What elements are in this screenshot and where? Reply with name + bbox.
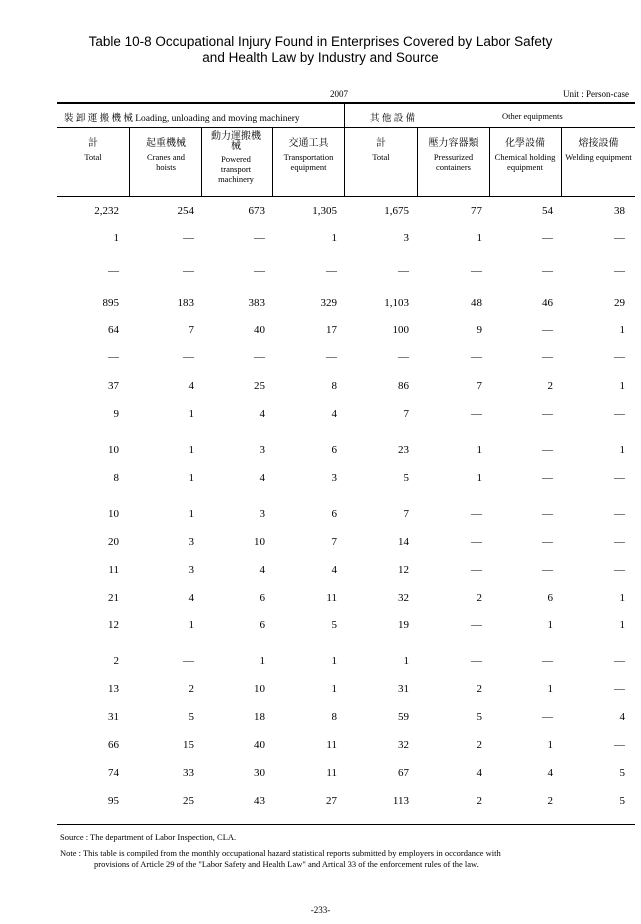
- table-cell: —: [471, 508, 482, 520]
- table-cell: 29: [614, 297, 625, 309]
- table-row: [57, 351, 635, 371]
- table-cell: 1: [188, 472, 194, 484]
- table-cell: 3: [403, 232, 409, 244]
- col-header-zh: 動力運搬機械: [211, 131, 261, 152]
- table-cell: 77: [471, 205, 482, 217]
- table-cell: —: [542, 232, 553, 244]
- table-cell: 1: [547, 619, 553, 631]
- table-cell: 1: [619, 324, 625, 336]
- table-row: [57, 205, 635, 225]
- col-header-transportation: [273, 139, 344, 172]
- table-cell: 4: [259, 472, 265, 484]
- table-cell: 21: [108, 592, 119, 604]
- group-header-loading: 裝 卸 運 搬 機 械 Loading, unloading and moving machinery: [64, 114, 300, 124]
- table-cell: 4: [259, 408, 265, 420]
- table-cell: 5: [476, 711, 482, 723]
- table-cell: —: [471, 655, 482, 667]
- table-row: [57, 655, 635, 675]
- table-cell: 383: [248, 297, 265, 309]
- page-number: -233-: [310, 905, 331, 915]
- source-note: Source : The department of Labor Inspection, CLA.: [60, 832, 237, 842]
- table-cell: 1,305: [312, 205, 337, 217]
- table-cell: —: [542, 324, 553, 336]
- table-cell: 32: [398, 592, 409, 604]
- col-header-pressurized: [418, 139, 489, 172]
- table-cell: 113: [392, 795, 409, 807]
- table-cell: —: [614, 683, 625, 695]
- table-cell: 7: [403, 508, 409, 520]
- table-cell: 1: [331, 232, 337, 244]
- table-row: [57, 592, 635, 612]
- table-row: [57, 619, 635, 639]
- table-cell: 10: [108, 444, 119, 456]
- table-cell: 7: [403, 408, 409, 420]
- table-cell: 95: [108, 795, 119, 807]
- table-cell: —: [542, 711, 553, 723]
- table-cell: 38: [614, 205, 625, 217]
- year-label: 2007: [330, 89, 348, 99]
- table-cell: 1: [476, 232, 482, 244]
- table-cell: 1: [113, 232, 119, 244]
- table-cell: —: [254, 265, 265, 277]
- table-cell: 5: [188, 711, 194, 723]
- table-cell: 6: [331, 444, 337, 456]
- col-header-en: Pressurized containers: [433, 152, 474, 172]
- table-cell: 5: [331, 619, 337, 631]
- table-cell: —: [542, 444, 553, 456]
- table-cell: 2: [188, 683, 194, 695]
- table-cell: —: [614, 351, 625, 363]
- table-cell: 7: [188, 324, 194, 336]
- table-cell: 11: [326, 739, 337, 751]
- table-row: [57, 265, 635, 285]
- table-cell: —: [542, 408, 553, 420]
- table-cell: 8: [113, 472, 119, 484]
- table-bottom-rule: [57, 824, 635, 825]
- col-header-en: Chemical holding equipment: [494, 152, 556, 172]
- table-cell: —: [542, 508, 553, 520]
- table-cell: —: [471, 564, 482, 576]
- table-cell: —: [471, 351, 482, 363]
- table-cell: 4: [547, 767, 553, 779]
- table-cell: 329: [320, 297, 337, 309]
- table-cell: 3: [188, 536, 194, 548]
- table-cell: —: [542, 536, 553, 548]
- table-cell: 37: [108, 380, 119, 392]
- col-header-chemical: [494, 139, 556, 172]
- table-cell: 9: [476, 324, 482, 336]
- table-cell: —: [398, 351, 409, 363]
- table-cell: 31: [398, 683, 409, 695]
- table-cell: 2,232: [94, 205, 119, 217]
- table-cell: 6: [547, 592, 553, 604]
- table-cell: —: [614, 232, 625, 244]
- table-cell: 32: [398, 739, 409, 751]
- table-cell: 46: [542, 297, 553, 309]
- table-title-line1: Table 10-8 Occupational Injury Found in Enterprises Covered by Labor Safety: [88, 34, 553, 49]
- table-cell: 895: [102, 297, 119, 309]
- table-cell: 11: [326, 767, 337, 779]
- table-cell: —: [326, 265, 337, 277]
- table-cell: —: [542, 472, 553, 484]
- table-cell: 12: [398, 564, 409, 576]
- table-title-line2: and Health Law by Industry and Source: [202, 50, 439, 65]
- table-row: [57, 711, 635, 731]
- table-cell: —: [614, 408, 625, 420]
- table-cell: 4: [331, 564, 337, 576]
- table-row: [57, 683, 635, 703]
- table-cell: 11: [108, 564, 119, 576]
- table-cell: 33: [183, 767, 194, 779]
- col-header-powered-transport: [208, 132, 264, 184]
- table-cell: 3: [188, 564, 194, 576]
- table-cell: —: [183, 655, 194, 667]
- table-cell: 254: [177, 205, 194, 217]
- col-header-en: Cranes and hoists: [146, 152, 185, 172]
- table-cell: 10: [254, 683, 265, 695]
- table-cell: —: [471, 536, 482, 548]
- col-header-welding: [562, 139, 635, 162]
- table-cell: —: [614, 739, 625, 751]
- table-row: [57, 508, 635, 528]
- table-row: [57, 739, 635, 759]
- table-cell: 43: [254, 795, 265, 807]
- table-cell: 7: [476, 380, 482, 392]
- table-cell: 2: [547, 795, 553, 807]
- col-header-zh: 壓力容器類: [428, 138, 479, 149]
- table-cell: —: [542, 564, 553, 576]
- table-cell: 30: [254, 767, 265, 779]
- col-divider-2: [201, 128, 202, 196]
- table-cell: 8: [331, 711, 337, 723]
- table-cell: 6: [331, 508, 337, 520]
- table-cell: —: [254, 351, 265, 363]
- table-cell: 59: [398, 711, 409, 723]
- header-bottom-rule: [57, 196, 635, 197]
- table-cell: 5: [403, 472, 409, 484]
- table-cell: 19: [398, 619, 409, 631]
- table-cell: 25: [183, 795, 194, 807]
- table-cell: —: [614, 536, 625, 548]
- table-cell: 14: [398, 536, 409, 548]
- table-cell: 4: [188, 592, 194, 604]
- table-cell: 1: [619, 619, 625, 631]
- table-cell: —: [183, 232, 194, 244]
- group-header-other-en: Other equipments: [502, 111, 563, 121]
- table-cell: 54: [542, 205, 553, 217]
- table-cell: 3: [259, 508, 265, 520]
- table-cell: 2: [476, 739, 482, 751]
- table-cell: 1: [188, 408, 194, 420]
- table-cell: —: [614, 472, 625, 484]
- group-header-rule: [57, 127, 635, 128]
- table-cell: 4: [259, 564, 265, 576]
- table-cell: 1: [547, 739, 553, 751]
- table-cell: 40: [254, 324, 265, 336]
- table-cell: —: [614, 265, 625, 277]
- table-cell: 4: [188, 380, 194, 392]
- table-cell: —: [183, 351, 194, 363]
- table-cell: 1: [476, 444, 482, 456]
- col-header-en: Total: [84, 152, 102, 162]
- table-cell: 1: [188, 508, 194, 520]
- table-cell: 1: [403, 655, 409, 667]
- col-header-zh: 交通工具: [288, 138, 329, 149]
- table-cell: —: [108, 351, 119, 363]
- table-row: [57, 297, 635, 317]
- table-cell: 20: [108, 536, 119, 548]
- table-cell: 11: [326, 592, 337, 604]
- table-cell: 1,675: [384, 205, 409, 217]
- col-divider-6: [489, 128, 490, 196]
- table-row: [57, 564, 635, 584]
- table-cell: 10: [108, 508, 119, 520]
- table-cell: 9: [113, 408, 119, 420]
- table-cell: 5: [619, 767, 625, 779]
- table-cell: 67: [398, 767, 409, 779]
- table-cell: 18: [254, 711, 265, 723]
- table-cell: 2: [547, 380, 553, 392]
- col-header-zh: 計: [376, 138, 386, 149]
- table-cell: 3: [259, 444, 265, 456]
- table-cell: 1: [476, 472, 482, 484]
- table-row: [57, 795, 635, 815]
- table-cell: 17: [326, 324, 337, 336]
- col-header-cranes: [146, 139, 186, 172]
- table-cell: —: [471, 408, 482, 420]
- table-cell: 31: [108, 711, 119, 723]
- table-cell: —: [614, 655, 625, 667]
- table-cell: 12: [108, 619, 119, 631]
- table-cell: 66: [108, 739, 119, 751]
- table-cell: 1: [547, 683, 553, 695]
- col-header-zh: 熔接設備: [578, 138, 619, 149]
- table-cell: 74: [108, 767, 119, 779]
- col-header-zh: 化學設備: [505, 138, 545, 149]
- table-cell: 7: [331, 536, 337, 548]
- table-cell: —: [326, 351, 337, 363]
- unit-label: Unit : Person-case: [563, 89, 629, 99]
- table-cell: 3: [331, 472, 337, 484]
- col-header-en: Transportation equipment: [283, 152, 334, 172]
- table-cell: 4: [619, 711, 625, 723]
- note-line2: provisions of Article 29 of the "Labor Safety and Health Law" and Artical 33 of the enforcement rules of the law.: [94, 859, 479, 869]
- col-header-other-total: [345, 139, 417, 162]
- table-row: [57, 536, 635, 556]
- table-cell: 2: [476, 592, 482, 604]
- table-cell: 1: [188, 444, 194, 456]
- table-cell: —: [254, 232, 265, 244]
- table-top-rule: [57, 102, 635, 104]
- table-cell: 6: [259, 592, 265, 604]
- table-cell: 23: [398, 444, 409, 456]
- table-cell: 5: [619, 795, 625, 807]
- table-cell: 673: [248, 205, 265, 217]
- table-row: [57, 380, 635, 400]
- table-row: [57, 444, 635, 464]
- table-cell: —: [398, 265, 409, 277]
- table-cell: 13: [108, 683, 119, 695]
- table-cell: 6: [259, 619, 265, 631]
- table-cell: 1,103: [384, 297, 409, 309]
- table-cell: 10: [254, 536, 265, 548]
- table-cell: 8: [331, 380, 337, 392]
- table-cell: —: [614, 508, 625, 520]
- col-header-zh: 計: [88, 138, 98, 149]
- table-row: [57, 232, 635, 252]
- col-header-en: Welding equipment: [565, 152, 632, 162]
- table-row: [57, 408, 635, 428]
- table-cell: —: [183, 265, 194, 277]
- table-cell: —: [542, 265, 553, 277]
- table-cell: 25: [254, 380, 265, 392]
- table-row: [57, 472, 635, 492]
- table-cell: 1: [259, 655, 265, 667]
- col-header-loading-total: [57, 139, 129, 162]
- table-cell: 100: [392, 324, 409, 336]
- table-cell: —: [542, 351, 553, 363]
- table-cell: 2: [476, 795, 482, 807]
- table-cell: 40: [254, 739, 265, 751]
- col-header-en: Total: [372, 152, 390, 162]
- table-cell: —: [542, 655, 553, 667]
- note-line1: Note : This table is compiled from the monthly occupational hazard statistical reports submitted by employers in occordance with: [60, 848, 501, 858]
- table-cell: —: [471, 619, 482, 631]
- col-divider-1: [129, 128, 130, 196]
- group-header-other-zh: 其 他 設 備: [370, 114, 416, 124]
- table-cell: 15: [183, 739, 194, 751]
- table-cell: 2: [476, 683, 482, 695]
- table-cell: 86: [398, 380, 409, 392]
- col-header-zh: 起重機械: [146, 138, 186, 149]
- table-cell: 183: [177, 297, 194, 309]
- table-cell: 64: [108, 324, 119, 336]
- table-row: [57, 324, 635, 344]
- table-cell: —: [614, 564, 625, 576]
- table-cell: 4: [331, 408, 337, 420]
- table-cell: 1: [619, 592, 625, 604]
- table-cell: 1: [188, 619, 194, 631]
- table-cell: 1: [619, 444, 625, 456]
- table-cell: —: [108, 265, 119, 277]
- table-cell: 1: [619, 380, 625, 392]
- table-cell: 48: [471, 297, 482, 309]
- table-cell: 4: [476, 767, 482, 779]
- table-cell: 27: [326, 795, 337, 807]
- table-cell: 1: [331, 683, 337, 695]
- table-row: [57, 767, 635, 787]
- table-cell: 2: [113, 655, 119, 667]
- col-header-en: Powered transport machinery: [218, 154, 254, 184]
- table-cell: 1: [331, 655, 337, 667]
- table-cell: —: [471, 265, 482, 277]
